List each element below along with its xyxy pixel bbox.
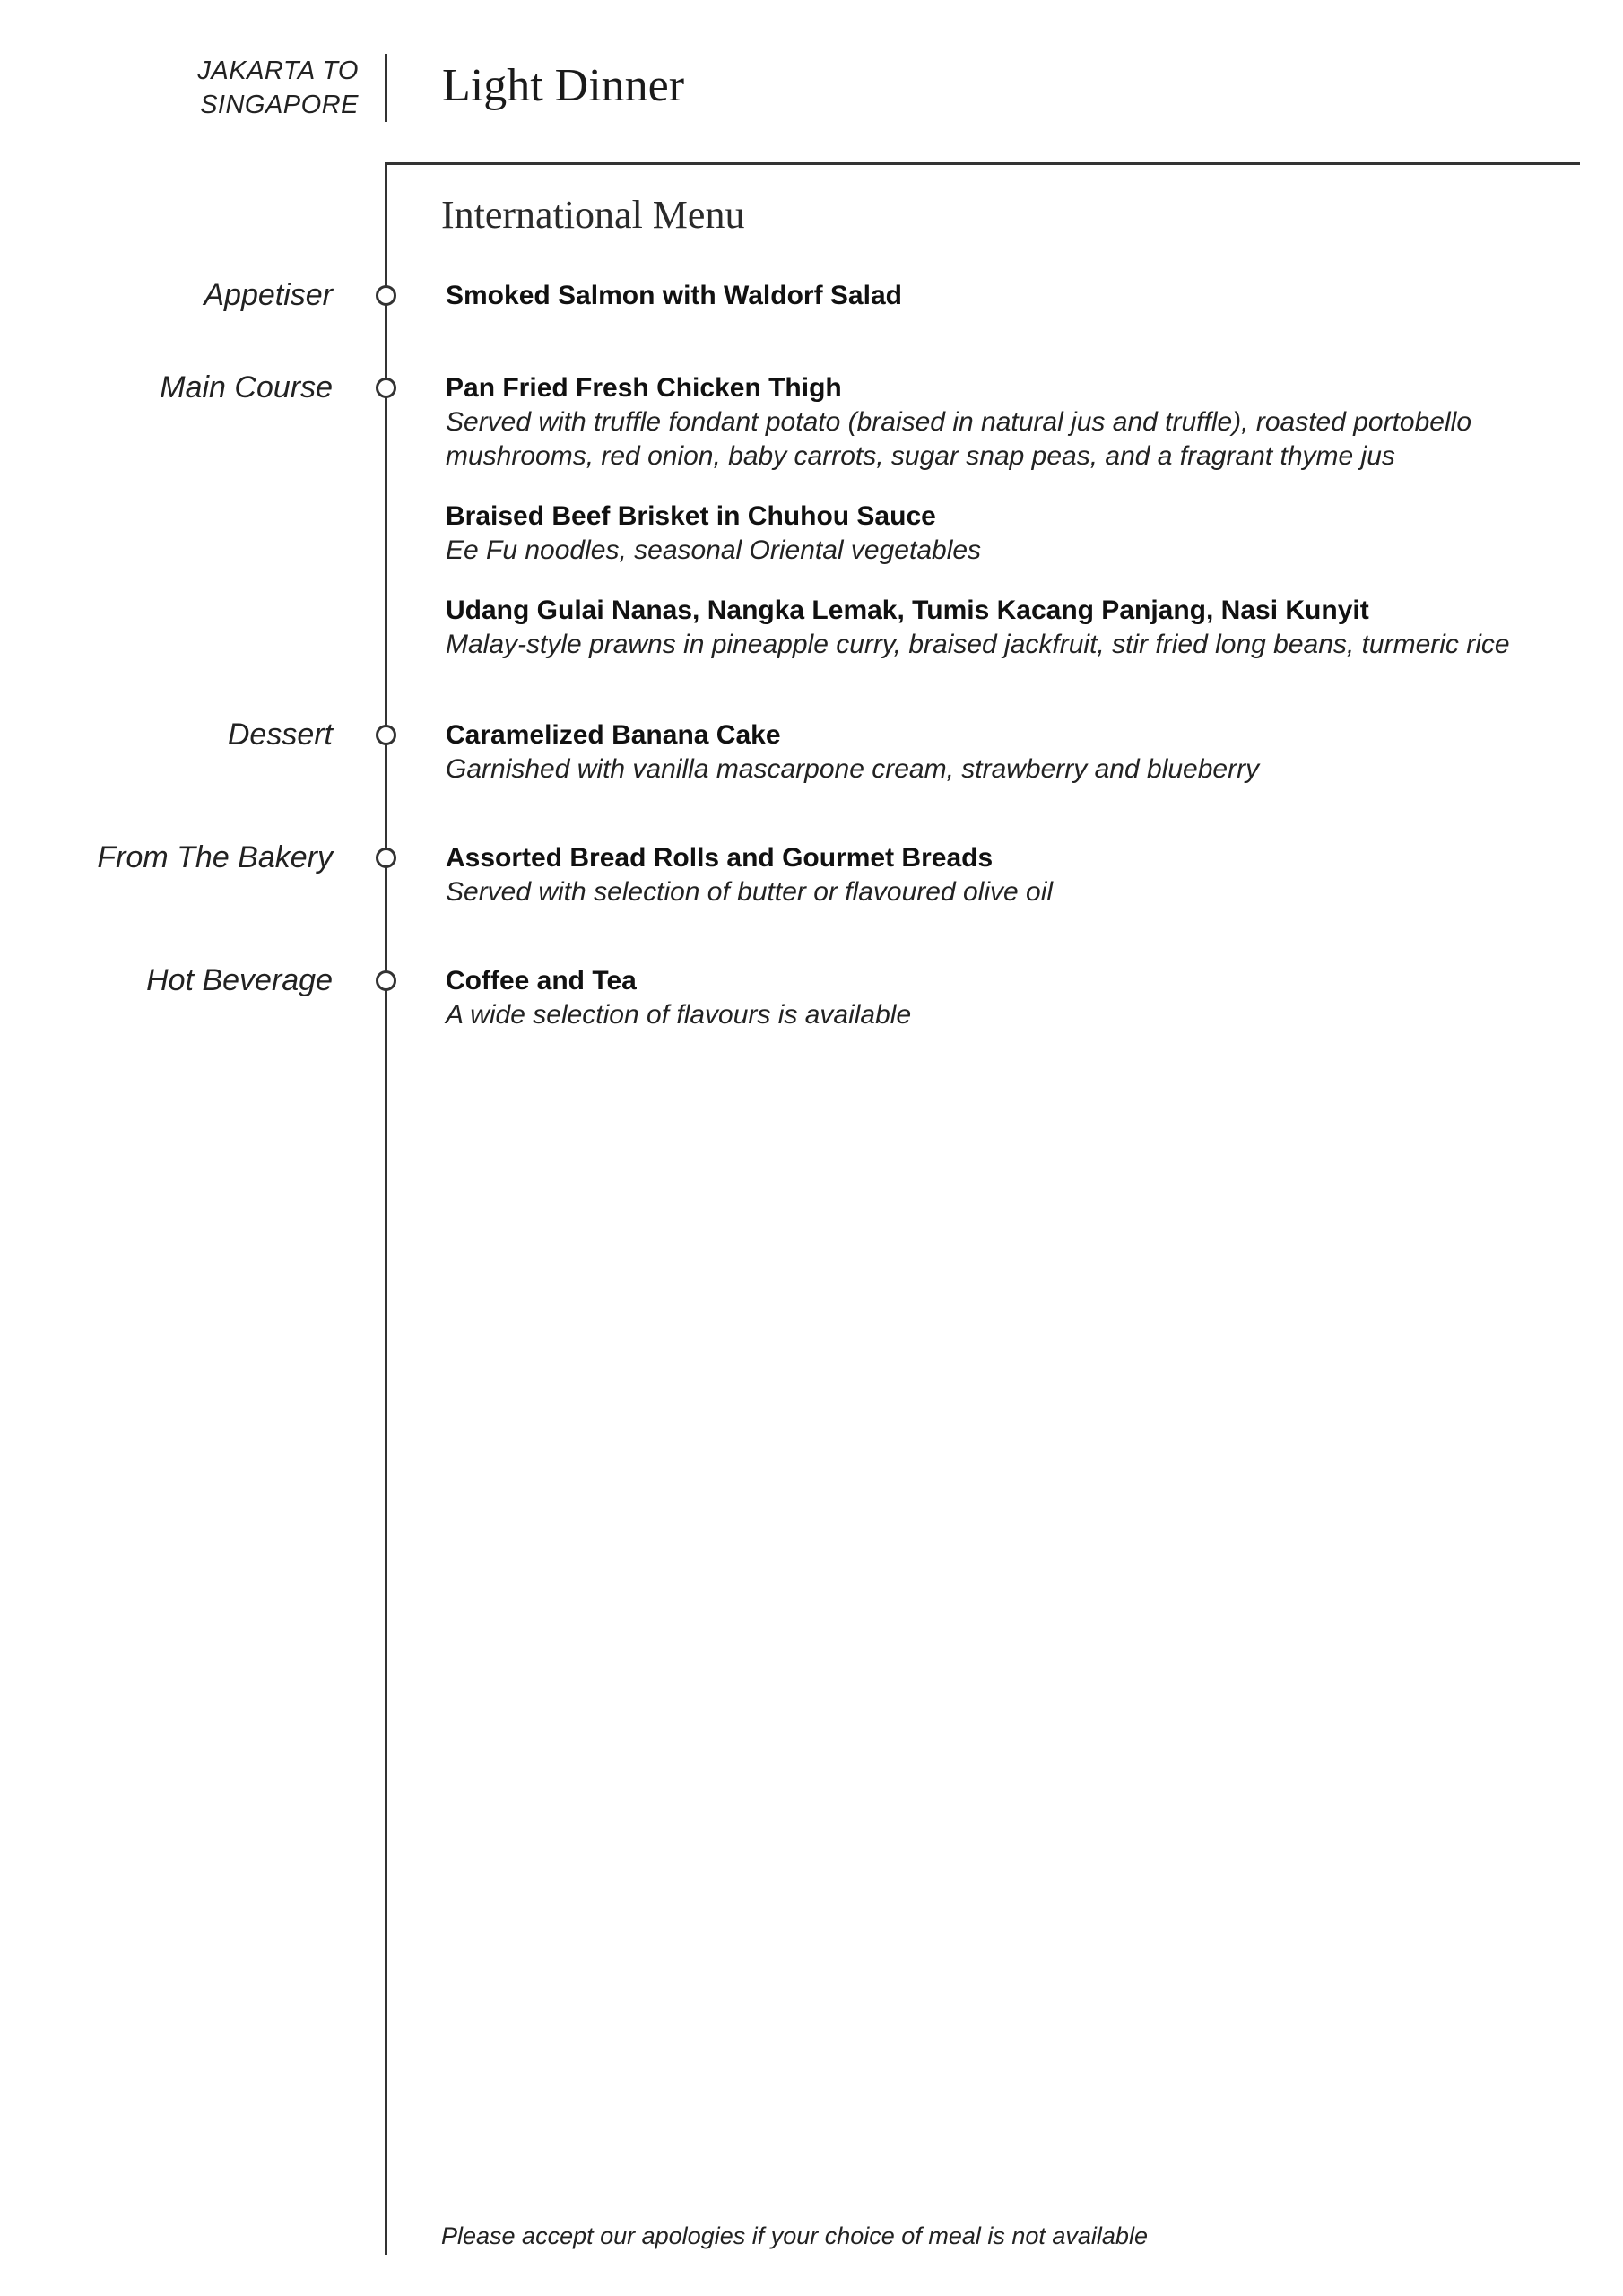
dish-item: [446, 500, 1567, 568]
dish-name: Pan Fried Fresh Chicken Thigh: [446, 373, 842, 403]
dish-name: Udang Gulai Nanas, Nangka Lemak, Tumis Kacang Panjang, Nasi Kunyit: [446, 596, 1369, 625]
dish-name: Smoked Salmon with Waldorf Salad: [446, 281, 902, 310]
route-line-1: JAKARTA TO: [197, 57, 359, 85]
dish-description: Served with selection of butter or flavoured olive oil: [446, 877, 1054, 907]
menu-title: International Menu: [441, 193, 745, 237]
course-label-from-the-bakery: From The Bakery: [97, 840, 333, 874]
dish-name: Coffee and Tea: [446, 966, 637, 996]
dish-name: Assorted Bread Rolls and Gourmet Breads: [446, 843, 994, 873]
course-label-dessert: Dessert: [227, 718, 333, 752]
dish-description: Malay-style prawns in pineapple curry, braised jackfruit, stir fried long beans, turmeric rice: [446, 630, 1510, 659]
timeline-dot: [376, 725, 396, 745]
timeline-dot: [376, 285, 396, 306]
route-line-2: SINGAPORE: [200, 91, 359, 119]
dish-item: [446, 718, 1567, 787]
horizontal-rule: [385, 162, 1580, 165]
course-label-appetiser: Appetiser: [204, 278, 333, 312]
page-title: Light Dinner: [442, 60, 685, 111]
dish-item: [446, 279, 1567, 313]
dish-item: [446, 594, 1567, 662]
dish-description: Ee Fu noodles, seasonal Oriental vegetables: [446, 535, 982, 565]
dish-description: Served with truffle fondant potato (braised in natural jus and truffle), roasted portobello mushrooms, red onion, baby carrots, sugar snap peas, and a fragrant thyme jus: [446, 407, 1471, 471]
timeline-dot: [376, 848, 396, 868]
dish-description: A wide selection of flavours is available: [446, 1000, 912, 1030]
course-label-hot-beverage: Hot Beverage: [146, 963, 333, 997]
timeline-dot: [376, 378, 396, 398]
dish-name: Braised Beef Brisket in Chuhou Sauce: [446, 501, 936, 531]
dish-item: [446, 964, 1567, 1032]
footer-note: Please accept our apologies if your choice of meal is not available: [441, 2222, 1148, 2249]
timeline-dot: [376, 970, 396, 991]
course-label-main-course: Main Course: [160, 370, 333, 404]
dish-name: Caramelized Banana Cake: [446, 720, 781, 750]
dish-description: Garnished with vanilla mascarpone cream, strawberry and blueberry: [446, 754, 1260, 784]
timeline-rule: [385, 162, 387, 2255]
route-label: [143, 54, 359, 122]
dish-item: [446, 371, 1567, 474]
dish-item: [446, 841, 1567, 909]
header-divider: [385, 54, 387, 122]
